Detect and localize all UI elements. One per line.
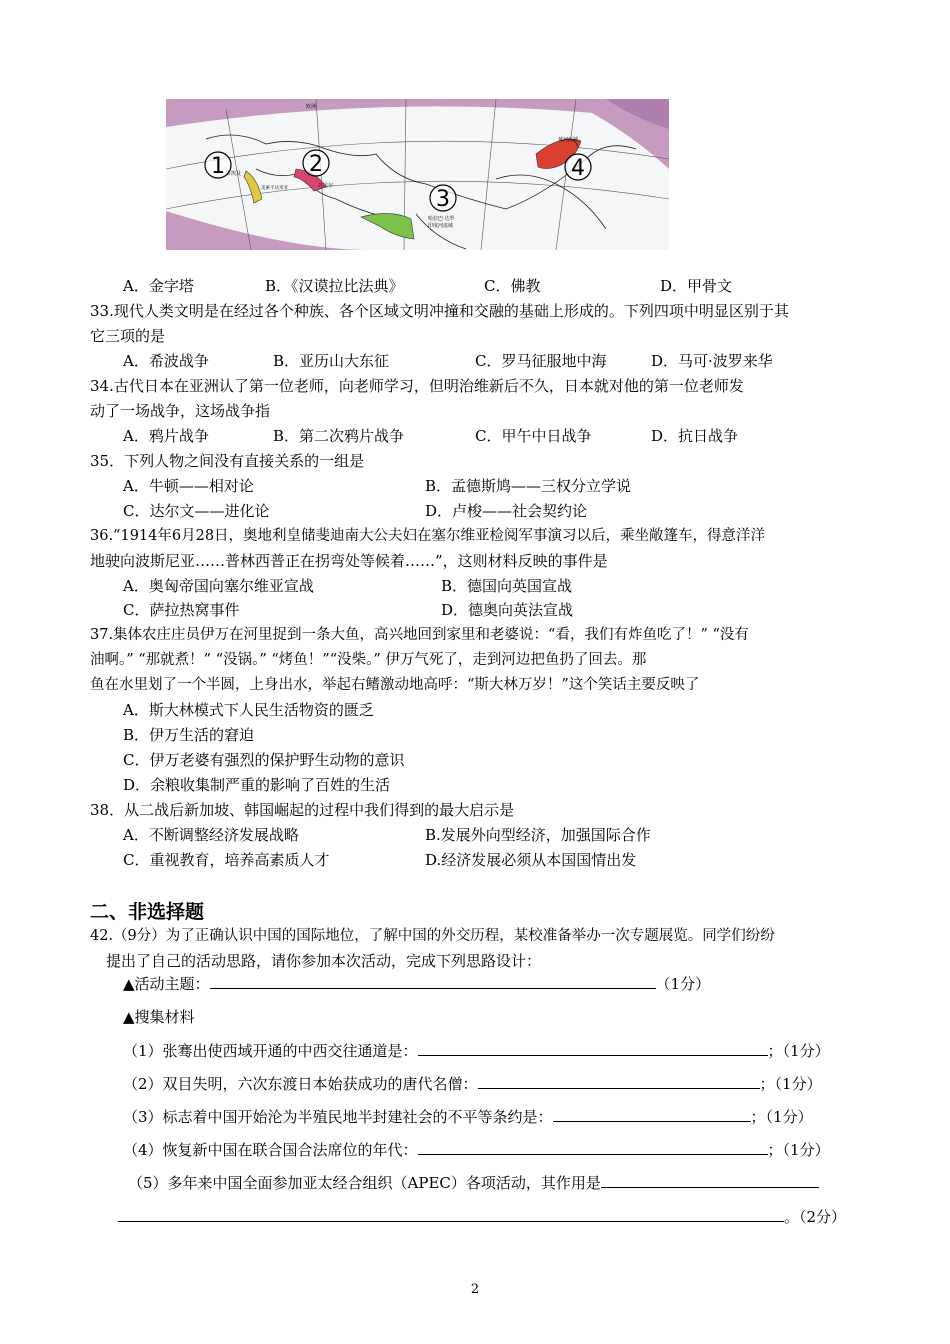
q42-stem-line-2: 提出了自己的活动思路，请你参加本次活动，完成下列思路设计：: [106, 952, 542, 970]
section-heading: 二、非选择题: [90, 901, 205, 923]
q34-option-d: D．抗日战争: [651, 427, 739, 445]
q42-item-1: [123, 1041, 830, 1061]
q37-option-d: D．余粮收集制严重的影响了百姓的生活: [123, 776, 391, 794]
q34-stem-line-2: 动了一场战争，这场战争指: [90, 402, 271, 420]
q33-stem-line-2: 它三项的是: [90, 327, 166, 345]
map-marker-4-label: 4: [571, 156, 585, 181]
q33-option-d: D．马可·波罗来华: [651, 352, 773, 370]
q34-option-c: C．甲午中日战争: [475, 427, 592, 445]
q42-theme-row: [123, 974, 710, 994]
q36-stem-line-2: 地驶向波斯尼亚……普林西普正在拐弯处等候着……”，这则材料反映的事件是: [90, 552, 608, 570]
q42-item-2-score: ；（1分）: [759, 1075, 822, 1093]
q42-item-2: [123, 1074, 822, 1094]
q36-option-b: B．德国向英国宣战: [441, 577, 573, 595]
page-number: 2: [470, 1282, 480, 1297]
q42-item-3: [123, 1107, 813, 1127]
ancient-civilizations-map: [166, 99, 669, 250]
q42-item-4-text: （4）恢复新中国在联合国合法席位的年代：: [123, 1141, 418, 1159]
q34-option-b: B．第二次鸦片战争: [273, 427, 405, 445]
q38-option-b: B.发展外向型经济，加强国际合作: [425, 826, 651, 844]
q42-item-4: [123, 1140, 830, 1160]
q42-item-5: [128, 1173, 819, 1193]
q42-theme-score: （1分）: [655, 975, 711, 993]
q42-item-1-text: （1）张骞出使西域开通的中西交往通道是：: [123, 1042, 418, 1060]
q36-option-d: D．德奥向英法宣战: [441, 601, 574, 619]
q42-item-3-score: ；（1分）: [750, 1108, 813, 1126]
q42-item-1-answer-blank[interactable]: [418, 1041, 768, 1056]
q42-theme-label: ▲活动主题：: [123, 975, 210, 993]
q42-item-5-continuation: [118, 1207, 846, 1227]
q42-item-5-text: （5）多年来中国全面参加亚太经合组织（APEC）各项活动，其作用是: [128, 1174, 601, 1192]
q34-option-a: A．鸦片战争: [123, 427, 209, 445]
q37-option-b: B．伊万生活的窘迫: [123, 726, 255, 744]
q42-theme-answer-blank[interactable]: [210, 974, 656, 989]
q32-option-b: B．《汉谟拉比法典》: [265, 277, 404, 295]
q38-option-a: A．不断调整经济发展战略: [123, 826, 299, 844]
map-label-sumer: 苏美尔: [318, 183, 334, 189]
map-marker-2-label: 2: [309, 152, 323, 177]
q42-item-4-answer-blank[interactable]: [418, 1140, 768, 1155]
q42-item-4-score: ；（1分）: [767, 1141, 830, 1159]
q33-stem-line-1: 33.现代人类文明是在经过各个种族、各个区域文明冲撞和交融的基础上形成的。下列四项中明显区别于其: [90, 302, 789, 320]
q42-item-3-text: （3）标志着中国开始沦为半殖民地半封建社会的不平等条约是：: [123, 1108, 553, 1126]
q37-stem-line-2: 油啊。” “那就煮！” “没锅。” “烤鱼！”“没柴。” 伊万气死了，走到河边把鱼扔了回去。那: [90, 652, 647, 668]
q42-item-5-score: 。（2分）: [784, 1208, 847, 1226]
q36-stem-line-1: 36.“1914年6月28日，奥地利皇储斐迪南大公夫妇在塞尔维亚检阅军事演习以后，乘坐敞篷车，得意洋洋: [90, 528, 766, 544]
q42-item-5-answer-blank-1[interactable]: [601, 1173, 819, 1188]
q37-option-c: C．伊万老婆有强烈的保护野生动物的意识: [123, 751, 405, 769]
map-label-mesopotamia: 美索不达米亚: [261, 186, 288, 191]
q42-item-5-answer-blank-2[interactable]: [118, 1207, 784, 1222]
q42-item-2-text: （2）双目失明，六次东渡日本始获成功的唐代名僧：: [123, 1075, 478, 1093]
q37-option-a: A．斯大林模式下人民生活物资的匮乏: [123, 701, 374, 719]
q42-stem-line-1: 42.（9分）为了正确认识中国的国际地位，了解中国的外交历程，某校准备举办一次专题展览。同学们纷纷: [90, 928, 775, 944]
q33-option-c: C．罗马征服地中海: [475, 352, 607, 370]
q38-option-c: C．重视教育，培养高素质人才: [123, 851, 330, 869]
q33-option-a: A．希波战争: [123, 352, 209, 370]
q35-option-a: A．牛顿——相对论: [123, 477, 254, 495]
q32-option-d: D．甲骨文: [660, 277, 733, 295]
q42-item-2-answer-blank[interactable]: [478, 1074, 760, 1089]
map-label-europe: 欧洲: [306, 104, 317, 110]
q37-stem-line-1: 37.集体农庄庄员伊万在河里捉到一条大鱼，高兴地回到家里和老婆说：“看，我们有炸鱼吃了！” “没有: [90, 627, 749, 643]
q37-stem-line-3: 鱼在水里划了一个半圆，上身出水，举起右鳍激动地高呼：“斯大林万岁！”这个笑话主要反映了: [90, 677, 700, 693]
map-label-egypt: 古埃及: [226, 171, 242, 177]
q42-collect-label: ▲搜集材料: [123, 1008, 195, 1026]
q33-option-b: B．亚历山大东征: [273, 352, 390, 370]
map-label-yellow-river: 黄河流域: [558, 137, 579, 143]
q34-stem-line-1: 34.古代日本在亚洲认了第一位老师，向老师学习，但明治维新后不久，日本就对他的第一位老师发: [90, 377, 744, 395]
map-label-indus: 印度河流域: [428, 223, 454, 229]
q42-item-1-score: ；（1分）: [767, 1042, 830, 1060]
q35-option-c: C．达尔文——进化论: [123, 502, 270, 520]
map-label-harappa: 哈拉巴·达罗: [428, 216, 455, 222]
map-marker-1-label: 1: [211, 154, 225, 179]
q38-option-d: D.经济发展必须从本国国情出发: [425, 851, 637, 869]
q35-option-d: D．卢梭——社会契约论: [425, 502, 588, 520]
q35-option-b: B．孟德斯鸠——三权分立学说: [425, 477, 632, 495]
q38-stem: 38．从二战后新加坡、韩国崛起的过程中我们得到的最大启示是: [90, 801, 515, 819]
q32-option-c: C．佛教: [484, 277, 541, 295]
q35-stem: 35．下列人物之间没有直接关系的一组是: [90, 452, 365, 470]
map-marker-3-label: 3: [436, 187, 450, 212]
q32-option-a: A．金字塔: [123, 277, 194, 295]
q36-option-a: A．奥匈帝国向塞尔维亚宣战: [123, 577, 314, 595]
q42-item-3-answer-blank[interactable]: [553, 1107, 751, 1122]
q36-option-c: C．萨拉热窝事件: [123, 601, 240, 619]
